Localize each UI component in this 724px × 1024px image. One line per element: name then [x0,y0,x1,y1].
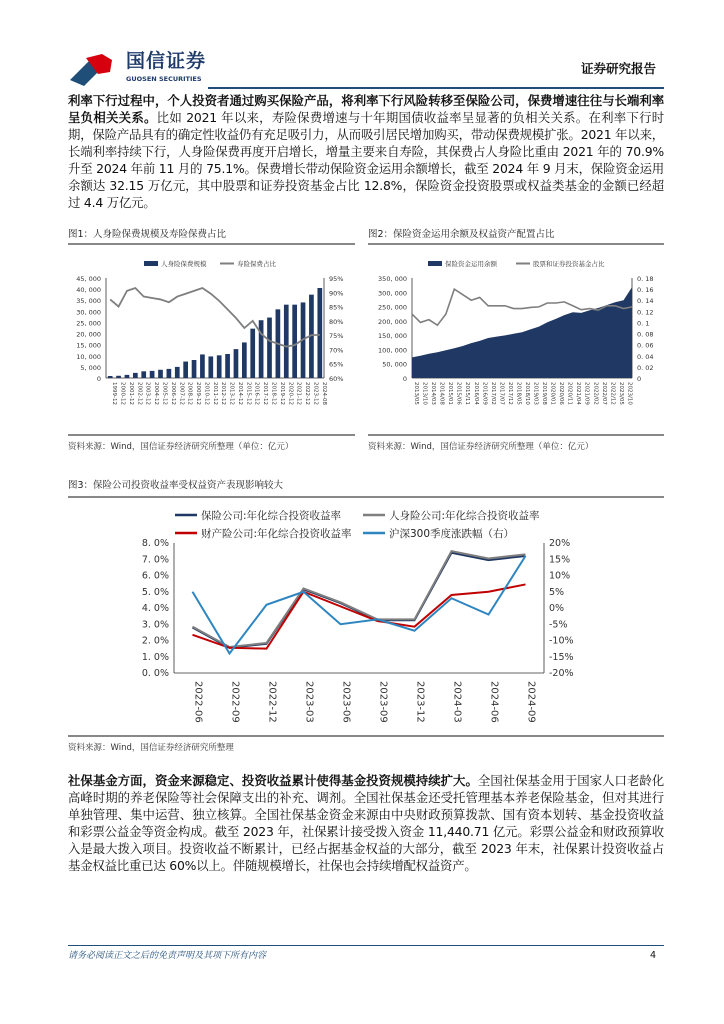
y2-tick-label: 70% [329,346,344,355]
x-tick-label: 2023-12 [312,382,319,405]
line-series [193,584,526,648]
x-tick-label: 2002-12 [136,382,143,405]
y2-tick-label: 60% [329,375,344,383]
logo-text: 国信证券 [126,50,207,72]
bar [208,356,213,378]
x-tick-label: 2004-12 [153,382,160,405]
figure-1-top-rule [68,243,355,245]
x-tick-label: 2015/01 [447,382,454,405]
figure-1-chart [62,252,358,424]
y2-tick-label: 10% [549,570,571,582]
y-tick-label: 0 [96,375,101,383]
paragraph-2-body: 全国社保基金用于国家人口老龄化高峰时期的养老保险等社会保障支出的补充、调剂。全国社保基金还受托管理基本养老保险基金，但对其进行单独管理、集中运营、独立核算。全国社保基金资金来源由中央财政预算拨款、国有资本划转、基金投资收益和彩票公益金等资金构成。截至 2023 年，社保累计接受拨入资金 11,440.71 亿元。彩票公益金和财政预算收入是最大拨入项目。投资收益不断累计，已经占据基金权益的大部分，截至 2023 年末，社保累计投资收益占基金权益比重已达 60%以上。伴随规模增长，社保也会持续增配权益资产。 [68,773,664,873]
y2-tick-label: 15% [549,554,571,566]
legend-swatch-bar [144,261,158,266]
line-series [193,551,526,647]
bar [158,370,163,378]
logo-subtext: GUOSEN SECURITIES [126,75,202,83]
y2-tick-label: 0. 16 [637,286,654,295]
figure-1-bottom-rule [68,434,355,436]
y-tick-label: 50, 000 [382,360,407,369]
y2-tick-label: 65% [329,360,344,369]
x-tick-label: 2023-03 [303,681,315,723]
y-tick-label: 7. 0% [141,554,169,566]
x-tick-label: 2012-12 [220,382,227,405]
x-tick-label: 2014/03 [430,382,437,405]
y2-tick-label: 0. 1 [637,319,650,328]
figure-3-title: 图3：保险公司投资收益率受权益资产表现影响较大 [68,480,284,491]
y-tick-label: 10, 000 [76,352,101,361]
x-tick-label: 2020/11 [566,382,573,405]
legend-swatch-area [428,261,442,266]
bar [217,355,222,378]
y-tick-label: 3. 0% [141,619,169,631]
bar [183,362,188,378]
y-tick-label: 250, 000 [378,303,407,312]
figure-1-source: 资料来源：Wind，国信证券经济研究所整理（单位：亿元） [68,442,294,452]
x-tick-label: 2019/08 [541,382,548,405]
x-tick-label: 2014/08 [438,382,445,405]
legend-label: 人身险保费规模 [161,260,207,268]
figure-3-bottom-rule [68,735,664,737]
x-tick-label: 2024-03 [451,681,463,723]
bar [284,305,289,378]
paragraph-2 [68,772,664,874]
x-tick-label: 2016-12 [253,382,260,405]
bar [133,373,138,378]
x-tick-label: 2018/05 [515,382,522,405]
y2-tick-label: -5% [549,619,568,631]
x-tick-label: 2008-12 [186,382,193,405]
x-tick-label: 2023/05 [617,382,624,405]
x-tick-label: 2017/12 [506,382,513,405]
figure-2-bottom-rule [368,434,664,436]
x-tick-label: 2007-12 [178,382,185,405]
legend-label: 股票和证券投资基金占比 [533,260,605,268]
x-tick-label: 2022/07 [600,382,607,405]
figure-2-top-rule [368,243,664,245]
y2-tick-label: 0% [549,603,565,614]
figure-2-title: 图2：保险资金运用余额及权益资产配置占比 [368,229,555,240]
bar [141,371,146,378]
x-tick-label: 2011-12 [211,382,218,405]
x-tick-label: 2017/02 [489,382,496,405]
legend-label: 人身险公司:年化综合投资收益率 [389,510,540,522]
y-tick-label: 45, 000 [76,275,101,283]
y-tick-label: 0. 0% [141,668,169,679]
figure-3-chart [138,505,598,733]
area-series-balance [412,287,632,378]
footer-divider [68,945,664,946]
legend-label: 寿险保费占比 [237,260,276,268]
x-tick-label: 2023/10 [626,382,633,405]
line-series [193,553,526,648]
figure-1-title: 图1：人身险保费规模及寿险保费占比 [68,229,227,240]
y2-tick-label: 80% [329,317,344,326]
x-tick-label: 2021/09 [583,382,590,405]
bar [242,342,247,378]
x-tick-label: 2022-12 [266,681,278,723]
x-tick-label: 2015-12 [245,382,252,405]
y2-tick-label: 0. 08 [637,330,654,339]
y-tick-label: 20, 000 [76,330,101,339]
y2-tick-label: -20% [549,668,574,679]
paragraph-1-body: 比如 2021 年以来，寿险保费增速与十年期国债收益率呈显著的负相关关系。在利率下行时期，保险产品具有的确定性收益仍有充足吸引力，从而吸引居民增加购买，带动保费规模扩张。2021 年以来，长端利率持续下行，人身险保费再度开启增长，增量主要来自寿险，其保费占人身险比重由 2021 年的 70.9%升至 2024 年前 11 月的 75.1%。保费增长带动保险资金运用余额增长，截至 2024 年 9 月末，保险资金运用余额达 32.15 万亿元，其中股票和证券投资基金占比 12.8%，保险资金投资股票或权益类基金的金额已经超过 4.4 万亿元。 [68,110,664,210]
x-tick-label: 2001-12 [127,382,134,405]
y-tick-label: 6. 0% [141,570,169,582]
x-tick-label: 2017/07 [498,382,505,405]
bar [259,320,264,378]
x-tick-label: 2023-06 [340,681,352,723]
x-tick-label: 2023-12 [414,681,426,723]
y2-tick-label: 5% [549,586,565,598]
x-tick-label: 2010-12 [203,382,210,405]
x-tick-label: 2015/11 [464,382,471,405]
paragraph-2-lead: 社保基金方面，资金来源稳定、投资收益累计使得基金投资规模持续扩大。 [68,773,478,788]
y-tick-label: 5, 000 [80,363,101,372]
x-tick-label: 2014-12 [236,382,243,405]
x-tick-label: 2022-12 [304,382,311,405]
y2-tick-label: 0. 06 [637,341,654,350]
y-tick-label: 200, 000 [378,317,407,326]
paragraph-1-lead: 利率下行过程中，个人投资者通过购买保险产品，将利率下行风险转移至保险公司，保费增速往往与长端利率呈负相关关系。 [68,93,664,125]
x-tick-label: 2020-12 [287,382,294,405]
x-tick-label: 2024-08 [320,382,327,405]
y2-tick-label: -15% [549,651,574,663]
bar [175,367,180,378]
y-tick-label: 4. 0% [141,603,169,614]
y-tick-label: 300, 000 [378,289,407,298]
x-tick-label: 2024-06 [488,681,500,723]
bar [200,354,205,378]
x-tick-label: 2022-09 [229,681,241,723]
y-tick-label: 30, 000 [76,308,101,317]
x-tick-label: 2006-12 [169,382,176,405]
y2-tick-label: 85% [329,303,344,312]
x-tick-label: 2009-12 [195,382,202,405]
y-tick-label: 35, 000 [76,297,101,306]
x-tick-label: 2018/10 [523,382,530,405]
x-tick-label: 2000-12 [119,382,126,405]
y-tick-label: 15, 000 [76,341,101,350]
x-tick-label: 2017-12 [262,382,269,405]
x-tick-label: 2003-12 [144,382,151,405]
bar [225,354,230,378]
x-tick-label: 2018-12 [270,382,277,405]
y2-tick-label: -10% [549,635,574,647]
y2-tick-label: 0. 14 [637,297,654,306]
figure-3-top-rule [68,496,664,498]
page-number: 4 [649,950,656,961]
bar [167,369,172,378]
x-tick-label: 2021-12 [295,382,302,405]
header-divider [208,87,664,89]
y2-tick-label: 90% [329,289,344,298]
legend-label: 沪深300季度涨跌幅（右） [389,528,515,540]
y-tick-label: 1. 0% [141,651,169,663]
y2-tick-label: 75% [329,332,344,341]
x-tick-label: 2013/10 [421,382,428,405]
y-tick-label: 25, 000 [76,319,101,328]
report-type: 证券研究报告 [580,61,656,76]
x-tick-label: 2005-12 [161,382,168,405]
x-tick-label: 2019-12 [278,382,285,405]
y2-tick-label: 95% [329,275,344,283]
y-tick-label: 350, 000 [378,275,407,283]
x-tick-label: 2022/12 [609,382,616,405]
legend-label: 财产险公司:年化综合投资收益率 [201,528,352,540]
bar [234,349,239,378]
x-tick-label: 2021/04 [575,382,582,405]
x-tick-label: 2024-09 [525,681,537,723]
x-tick-label: 1999-12 [111,382,118,405]
bar [192,360,197,378]
y-tick-label: 0 [402,375,407,383]
paragraph-1 [68,92,664,211]
y2-tick-label: 20% [549,538,571,549]
figure-2-chart [366,252,664,424]
x-tick-label: 2016/09 [481,382,488,405]
y2-tick-label: 0. 02 [637,363,654,372]
y-tick-label: 5. 0% [141,586,169,598]
bar [125,375,130,378]
bar [317,288,322,378]
figure-3-source: 资料来源：Wind，国信证券经济研究所整理 [68,743,234,753]
x-tick-label: 2023-09 [377,681,389,723]
line-series [193,556,526,654]
x-tick-label: 2013/05 [413,382,419,405]
x-tick-label: 2020/01 [549,382,556,405]
y2-tick-label: 0. 18 [637,275,654,283]
bar [108,376,113,378]
x-tick-label: 2022/02 [592,382,599,405]
y-tick-label: 2. 0% [141,635,169,647]
legend-label: 保险资金运用余额 [445,260,497,268]
footer-disclaimer: 请务必阅读正文之后的免责声明及其项下所有内容 [68,951,267,961]
bar [267,318,272,378]
bar [150,371,155,378]
x-tick-label: 2019/03 [532,382,539,405]
x-tick-label: 2020/06 [558,382,565,405]
y2-tick-label: 0. 12 [637,308,654,317]
y2-tick-label: 0 [637,375,642,383]
x-tick-label: 2022-06 [192,681,204,723]
y-tick-label: 100, 000 [378,346,407,355]
y-tick-label: 150, 000 [378,332,407,341]
x-tick-label: 2016/04 [472,382,479,405]
legend-label: 保险公司:年化综合投资收益率 [201,510,342,522]
x-tick-label: 2015/06 [455,382,462,405]
bar [116,376,121,378]
y2-tick-label: 0. 04 [637,352,654,361]
bar [292,305,297,378]
x-tick-label: 2013-12 [228,382,235,405]
y-tick-label: 8. 0% [141,538,169,549]
bar [250,329,255,378]
y-tick-label: 40, 000 [76,286,101,295]
figure-2-source: 资料来源：Wind，国信证券经济研究所整理（单位：亿元） [368,442,594,452]
